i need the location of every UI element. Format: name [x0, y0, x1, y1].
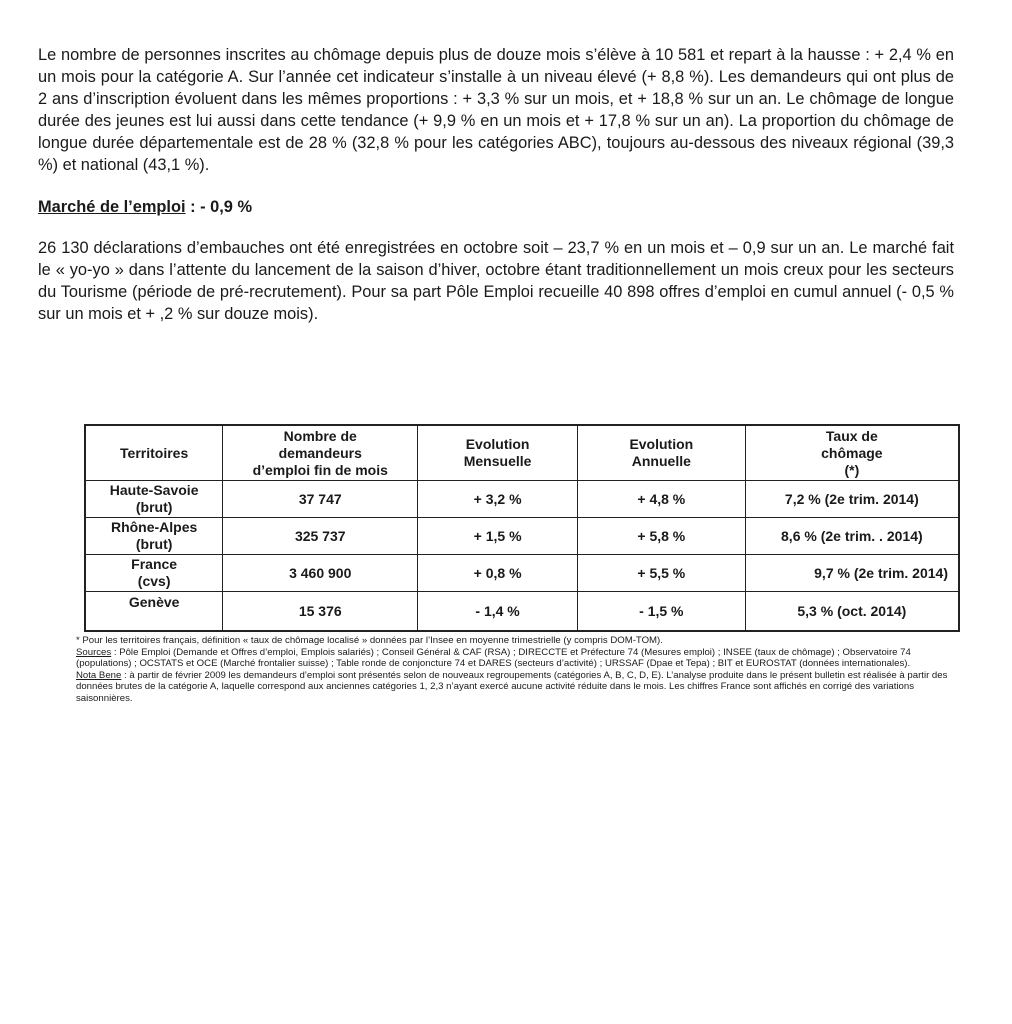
header-demandeurs: Nombre de demandeurs d’emploi fin de mois	[223, 425, 418, 481]
cell-territoire: Genève	[85, 592, 223, 632]
table-row	[85, 481, 959, 518]
cell-demandeurs: 325 737	[223, 518, 418, 555]
document-body	[38, 44, 954, 325]
cell-taux: 7,2 % (2e trim. 2014)	[745, 481, 959, 518]
cell-annuelle: + 5,8 %	[577, 518, 745, 555]
paragraph-long-term-unemployment: Le nombre de personnes inscrites au chômage depuis plus de douze mois s’élève à 10 581 et repart à la hausse : + 2,4 % en un mois pour la catégorie A. Sur l’année cet indicateur s’installe à un niveau élevé (+ 8,8 %). Les demandeurs qui ont plus de 2 ans d’inscription évoluent dans les mêmes proportions : + 3,3 % sur un mois, et + 18,8 % sur un an. Le chômage de longue durée des jeunes est lui aussi dans cette tendance (+ 9,9 % en un mois et + 17,8 % sur un an). La proportion du chômage de longue durée départementale est de 28 % (32,8 % pour les catégories ABC), toujours au-dessous des niveaux régional (39,3 %) et national (43,1 %).	[38, 46, 954, 174]
cell-taux: 9,7 % (2e trim. 2014)	[745, 555, 959, 592]
cell-mensuelle: + 0,8 %	[418, 555, 578, 592]
paragraph-job-market: 26 130 déclarations d’embauches ont été enregistrées en octobre soit – 23,7 % en un mois et – 0,9 sur un an. Le marché fait le « yo-yo » dans l’attente du lancement de la saison d’hiver, octobre étant traditionnellement un mois creux pour les secteurs du Tourisme (période de pré-recrutement). Pour sa part Pôle Emploi recueille 40 898 offres d’emploi en cumul annuel (- 0,5 % sur un mois et + ,2 % sur douze mois).	[38, 239, 954, 323]
section-title: Marché de l’emploi	[38, 198, 186, 216]
cell-mensuelle: + 3,2 %	[418, 481, 578, 518]
section-heading	[38, 198, 954, 217]
cell-taux: 8,6 % (2e trim. . 2014)	[745, 518, 959, 555]
footnote: * Pour les territoires français, définition « taux de chômage localisé » données par l’Insee en moyenne trimestrielle (y compris DOM-TOM).	[76, 635, 663, 646]
cell-mensuelle: + 1,5 %	[418, 518, 578, 555]
cell-demandeurs: 37 747	[223, 481, 418, 518]
cell-taux: 5,3 % (oct. 2014)	[745, 592, 959, 632]
nota-bene-label: Nota Bene	[76, 669, 122, 681]
cell-territoire: Haute-Savoie (brut)	[85, 481, 223, 518]
header-taux-chomage: Taux de chômage (*)	[745, 425, 959, 481]
cell-demandeurs: 3 460 900	[223, 555, 418, 592]
sources-note	[76, 647, 948, 670]
header-territoires: Territoires	[85, 425, 223, 481]
section-title-suffix: : - 0,9 %	[185, 198, 253, 216]
sources-label: Sources	[76, 646, 112, 658]
table-header-row	[85, 425, 959, 481]
cell-annuelle: + 4,8 %	[577, 481, 745, 518]
cell-territoire: Rhône-Alpes (brut)	[85, 518, 223, 555]
nota-bene-text: : à partir de février 2009 les demandeurs d’emploi sont présentés selon de nouveaux regroupements (catégories A, B, C, D, E). L’analyse produite dans le présent bulletin est réalisée à partir des données brutes de la catégorie A, laquelle correspond aux anciennes catégories 1, 2,3 n’ayant exercé aucune activité réduite dans le mois. Les chiffres France sont affichés en corrigé des variations saisonnières.	[76, 669, 948, 704]
header-evolution-mensuelle: Evolution Mensuelle	[418, 425, 578, 481]
table-row	[85, 555, 959, 592]
cell-annuelle: - 1,5 %	[577, 592, 745, 632]
cell-mensuelle: - 1,4 %	[418, 592, 578, 632]
cell-demandeurs: 15 376	[223, 592, 418, 632]
unemployment-table	[84, 424, 960, 632]
sources-text: : Pôle Emploi (Demande et Offres d’emploi, Emplois salariés) ; Conseil Général & CAF (RSA) ; DIRECCTE et Préfecture 74 (Mesures emploi) ; INSEE (taux de chômage) ; Observatoire 74 (populations) ; OCSTATS et OCE (Marché frontalier suisse) ; Table ronde de conjoncture 74 et DARES (secteurs d’activité) ; URSSAF (Dpae et Tepa) ; BIT et EUROSTAT (données internationales).	[76, 646, 911, 670]
cell-territoire: France (cvs)	[85, 555, 223, 592]
table-notes	[76, 635, 948, 705]
cell-annuelle: + 5,5 %	[577, 555, 745, 592]
header-evolution-annuelle: Evolution Annuelle	[577, 425, 745, 481]
table-row	[85, 592, 959, 632]
table-row	[85, 518, 959, 555]
nota-bene-note	[76, 670, 948, 705]
